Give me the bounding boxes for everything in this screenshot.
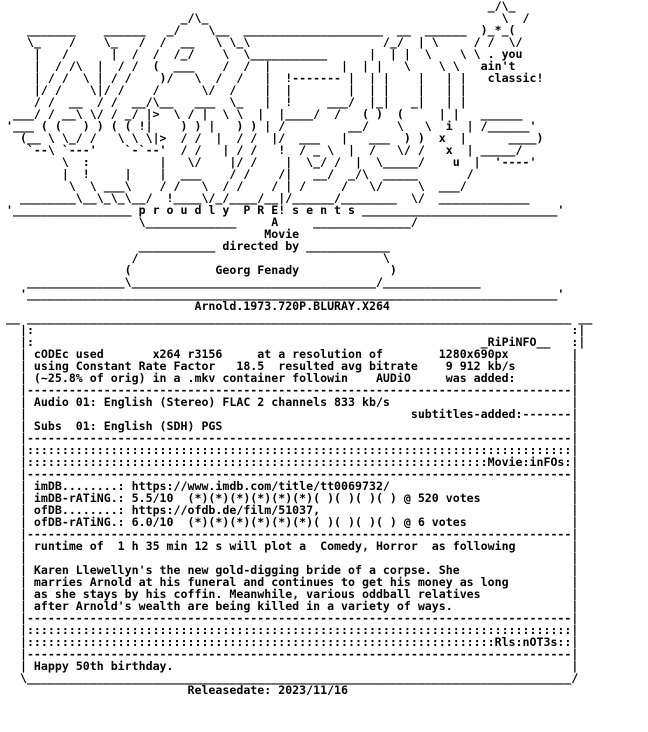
nfo-document <box>6 0 592 696</box>
imdb-link-line: | imDB........: https://www.imdb.com/title/tt0069732/ | <box>6 479 579 493</box>
ofdb-rating-line: | ofDB-rATiNG.: 6.0/10 (*)(*)(*)(*)(*)(*)( )( )( )( ) @ 6 votes | <box>6 515 579 529</box>
proudly-presents-line: '_________________ p r o u d l y P R E! s e n t s ____________________________' <box>6 203 565 217</box>
art-line: _/\_ \ / <box>6 11 530 25</box>
art-line: \ \ ___\ / / \ / / / | / / \/ \ ___/ <box>6 179 467 193</box>
audio-line: | Audio 01: English (Stereo) FLAC 2 channels 833 kb/s | <box>6 395 579 409</box>
art-line: \ : | \/ |/ / | \_/ / | \_____/ u | '----' <box>6 155 537 169</box>
art-line: / \ <box>6 251 390 265</box>
subtitles-header: | subtitles-added:-------| <box>6 407 579 421</box>
art-line: / / __ / / __/\__ ___ \_ | ! ___/ |_| _| | | <box>6 95 467 109</box>
art-line: | / / \ | / / )/ \ / / | !------- | | | | | | classic! <box>6 71 544 85</box>
movie-label-line: Movie <box>6 227 300 241</box>
info-box-top-border: __ ______________________________________________________________________________ __ <box>6 311 593 325</box>
art-line: \_____________ A ______________/ <box>6 215 418 229</box>
art-line: '___ ( ( ) ) ( ( !| ) ) | ) ) | / __/ \ \ i | /______' <box>6 119 537 133</box>
art-line: | / /\ | / / ( ___ / / | | | | \ \ \ ain't <box>6 59 516 73</box>
info-box-bottom-border: \______________________________________________________________________________/ <box>6 671 579 685</box>
art-line: (__ \ \_/ / \ \ \|> / / | / / |/ ___ | ___ ) ) x | ____) <box>6 131 544 145</box>
directed-by-line: ___________ directed by ____________ <box>6 239 390 253</box>
bitrate-line: | using Constant Rate Factor 18.5 resulted avg bitrate 9 912 kb/s | <box>6 359 579 373</box>
divider: |------------------------------------------------------------------------------| <box>6 431 579 445</box>
art-line: `--\ `---' `-`--' / / | / / ! / _ \ | / \/ / x | _____/ <box>6 143 523 157</box>
release-notes-line: | Happy 50th birthday. | <box>6 659 579 673</box>
container-line: | (~25.8% of orig) in a .mkv container followin AUDiO was added: | <box>6 371 579 385</box>
runtime-line: | runtime of 1 h 35 min 12 s will plot a Comedy, Horror as following | <box>6 539 579 553</box>
plot-line: | marries Arnold at his funeral and continues to get his money as long | <box>6 575 579 589</box>
movie-infos-header: |::::::::::::::::::::::::::::::::::::::::::::::::::::::::::::::::::Movie:inFOs:| <box>6 455 579 469</box>
info-line: | | <box>6 551 579 565</box>
subs-line: | Subs 01: English (SDH) PGS | <box>6 419 579 433</box>
release-name-line: Arnold.1973.720P.BLURAY.X264 <box>6 299 390 313</box>
art-line: _/\_ <box>6 0 516 13</box>
dotted-separator: |::::::::::::::::::::::::::::::::::::::::::::::::::::::::::::::::::::::::::::::| <box>6 443 579 457</box>
divider: |------------------------------------------------------------------------------| <box>6 647 579 661</box>
divider: |------------------------------------------------------------------------------| <box>6 611 579 625</box>
director-name-line: ( Georg Fenady ) <box>6 263 397 277</box>
art-line: ___/ / __\ \/ / _/ |> \ / | \ \ | |____/ / ( ) ( | | ______ <box>6 107 523 121</box>
art-line: ________\__\_\_\__/ !____\/_/____/__|/______/________ \/ _____________ <box>6 191 530 205</box>
info-line: |: :| <box>6 323 586 337</box>
ofdb-link-line: | ofDB........: https://ofdb.de/film/51037, | <box>6 503 579 517</box>
release-date-line: Releasedate: 2023/11/16 <box>6 683 349 697</box>
art-line: | ! | | ___ / / /| __/ _/\ _____ / <box>6 167 474 181</box>
art-line: '____________________________________________________________________________' <box>6 287 565 301</box>
ripinfo-header: |: _RiPiNFO__ :| <box>6 335 586 349</box>
art-line: |/ / \|/ / / \/ / | | | | | | | | <box>6 83 467 97</box>
release-notes-header: |:::::::::::::::::::::::::::::::::::::::::::::::::::::::::::::::::::Rls:nOT3s::| <box>6 635 579 649</box>
plot-line: | after Arnold's wealth are being killed in a variety of ways. | <box>6 599 579 613</box>
codec-line: | cODEc used x264 r3156 at a resolution of 1280x690px | <box>6 347 579 361</box>
art-line: ______________\___________________________________/______________ <box>6 275 481 289</box>
imdb-rating-line: | imDB-rATiNG.: 5.5/10 (*)(*)(*)(*)(*)(*)( )( )( )( ) @ 520 votes | <box>6 491 579 505</box>
plot-line: | Karen Llewellyn's the new gold-digging bride of a corpse. She | <box>6 563 579 577</box>
plot-line: | as she stays by his coffin. Meanwhile, various oddball relatives | <box>6 587 579 601</box>
divider: |------------------------------------------------------------------------------| <box>6 383 579 397</box>
divider: |------------------------------------------------------------------------------| <box>6 527 579 541</box>
ascii-art-banner <box>6 0 592 312</box>
art-line: _______ ______ _/ \__ ____________________ __ ______ )_*_( <box>6 23 516 37</box>
info-box <box>6 312 592 696</box>
art-line: \_ / \_ / / __ \ \_\ /_/ | \ / / \/ <box>6 35 523 49</box>
divider: |------------------------------------------------------------------------------| <box>6 467 579 481</box>
art-line: | / | / / /_/ \ \___________ | | | \ \ \ . you <box>6 47 523 61</box>
dotted-separator: |::::::::::::::::::::::::::::::::::::::::::::::::::::::::::::::::::::::::::::::| <box>6 623 579 637</box>
